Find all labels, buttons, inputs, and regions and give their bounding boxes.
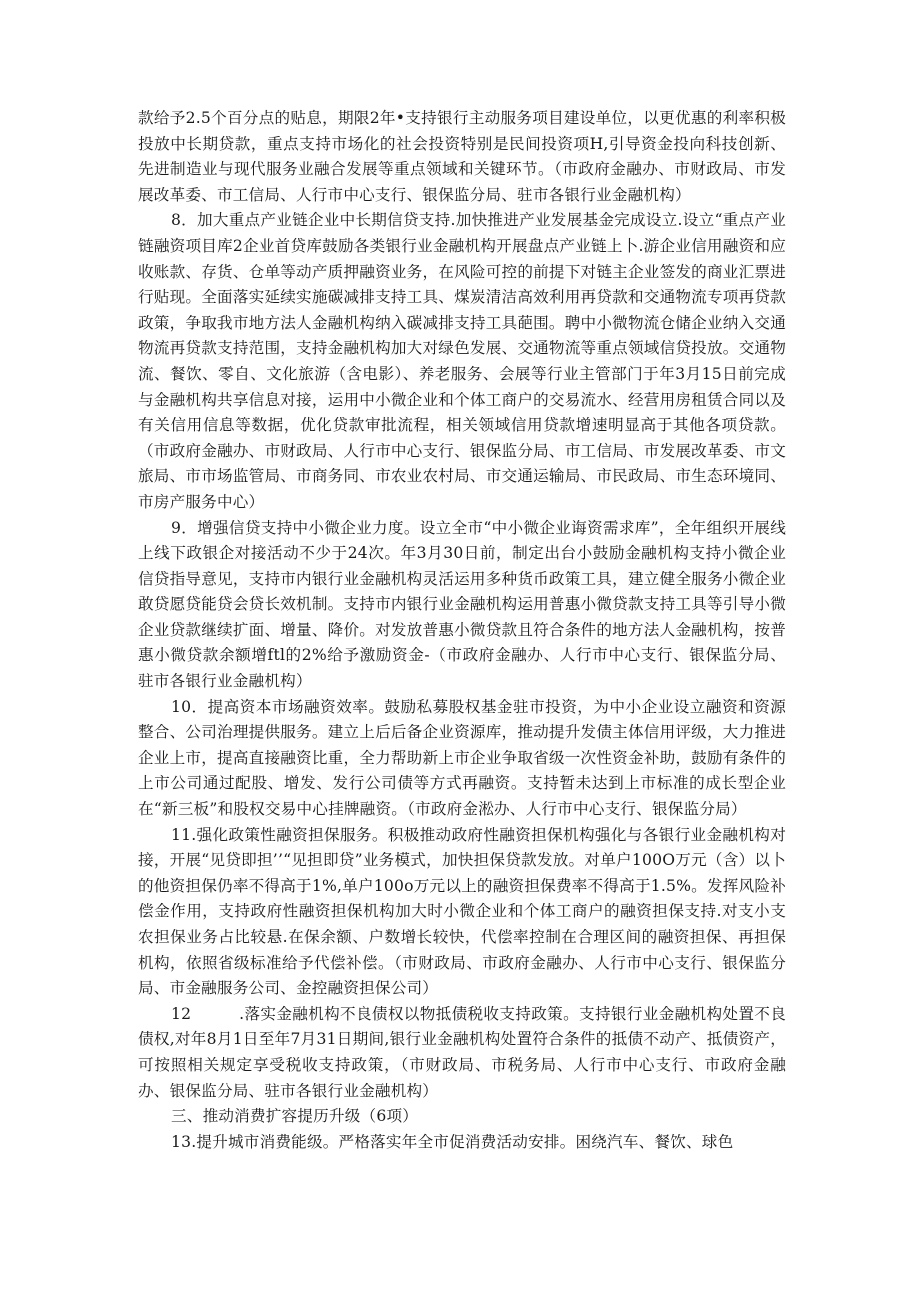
document-body [138,106,786,1155]
paragraph-item-9: 9．增强信贷支持中小微企业力度。设立全市“中小微企业诲资需求库”，全年组织开展线上线下政银企对接活动不少于24次。年3月30日前，制定出台小鼓励金融机构支持小微企业信贷指导意见，支持市内银行业金融机构灵活运用多种货币政策工具，建立健全服务小微企业敢贷愿贷能贷会贷长效机制。支持市内银行业金融机构运用普惠小微贷款支持工具等引导小微企业贷款继续扩面、增量、降价。对发放普惠小微贷款且符合条件的地方法人金融机构，按普惠小微贷款余额增ftl的2%给予激励资金-（市政府金融办、人行市中心支行、银保监分局、驻市各银行业金融机构） [138,518,786,691]
paragraph-item-12: 12 .落实金融机构不良债权以物抵债税收支持政策。支持银行业金融机构处置不良债权,对年8月1日至年7月31日期间,银行业金融机构处置符合条件的抵债不动产、抵债资产，可按照相关规定享受税收支持政策，（市财政局、市税务局、人行市中心支行、市政府金融办、银保监分局、驻市各银行业金融机构） [138,1004,786,1100]
paragraph-continuation: 款给予2.5个百分点的贴息，期限2年•支持银行主动服务项目建设单位，以更优惠的利率积极投放中长期贷款，重点支持市场化的社会投资特别是民间投资项H,引导资金投向科技创新、先进制造业与现代服务业融合发展等重点领域和关键环节。（市政府金融办、市财政局、市发展改革委、市工信局、人行市中心支行、银保监分局、驻市各银行业金融机构） [138,109,786,204]
paragraph-item-8: 8．加大重点产业链企业中长期信贷支持.加快推进产业发展基金完成设立.设立“重点产业链融资项目库2企业首贷库鼓励各类银行业金融机构开展盘点产业链上卜.游企业信用融资和应收账款、存货、仓单等动产质押融资业务，在风险可控的前提下对链主企业签发的商业汇票进行贴现。全面落实延续实施碳减排支持工具、煤炭清洁高效利用再贷款和交通物流专项再贷款政策，争取我市地方法人金融机构纳入碳减排支持工具葩围。聘中小微物流仓储企业纳入交通物流再贷款支持范围，支持金融机构加大对绿色发展、交通物流等重点领域信贷投放。交通物流、餐饮、零自、文化旅游（含电影）、养老服务、会展等行业主管部门于年3月15日前完成与金融机构共享信息对接，运用中小微企业和个体工商户的交易流水、经营用房租赁合同以及有关信用信息等数据，优化贷款审批流程，相关领域信用贷款增速明显高于其他各项贷款。（市政府金融办、市财政局、人行市中心支行、银保监分局、市工信局、市发展改革委、市文旅局、市市场监管局、市商务同、市农业农村局、市交通运输局、市民政局、市生态环境同、市房产服务中心） [138,211,786,511]
section-heading: 三、推动消费扩容提历升级（6项） [171,1107,419,1126]
paragraph-item-10: 10．提高资本市场融资效率。鼓励私募股权基金驻市投资，为中小企业设立融资和资源整合、公司治理提供服务。建立上后后备企业资源库，推动提升发债主体信用评级，大力推进企业上市，提高直接融资比重，全力帮助新上市企业争取省级一次性资金补助，鼓励有条件的上市公司通过配股、增发、发行公司债等方式再融资。支持暂未达到上市标准的成长型企业在“新三板”和股权交易中心挂牌融资。（市政府金淞办、人行市中心支行、银保监分局） [138,697,786,819]
paragraph-item-13: 13.提升城市消费能级。严格落实年全市促消费活动安排。困绕汽车、餐饮、球色 [171,1132,734,1151]
paragraph-item-11: 11.强化政策性融资担保服务。积极推动政府性融资担保机构强化与各银行业金融机构对接，开展“见贷即担’’“见担即贷”业务模式，加快担保贷款发放。对单户100O万元（含）以卜的他资担保仍率不得高于1%,单户100o万元以上的融资担保费率不得高于1.5%。发挥风险补偿金作用，支持政府性融资担保机构加大时小微企业和个体工商户的融资担保支持.对支小支农担保业务占比较悬.在保余额、户数增长较快，代偿率控制在合理区间的融资担保、再担保机构，依照省级标准给予代偿补偿。（市财政局、市政府金融办、人行市中心支行、银保监分局、市金融服务公司、金控融资担保公司） [138,825,786,998]
